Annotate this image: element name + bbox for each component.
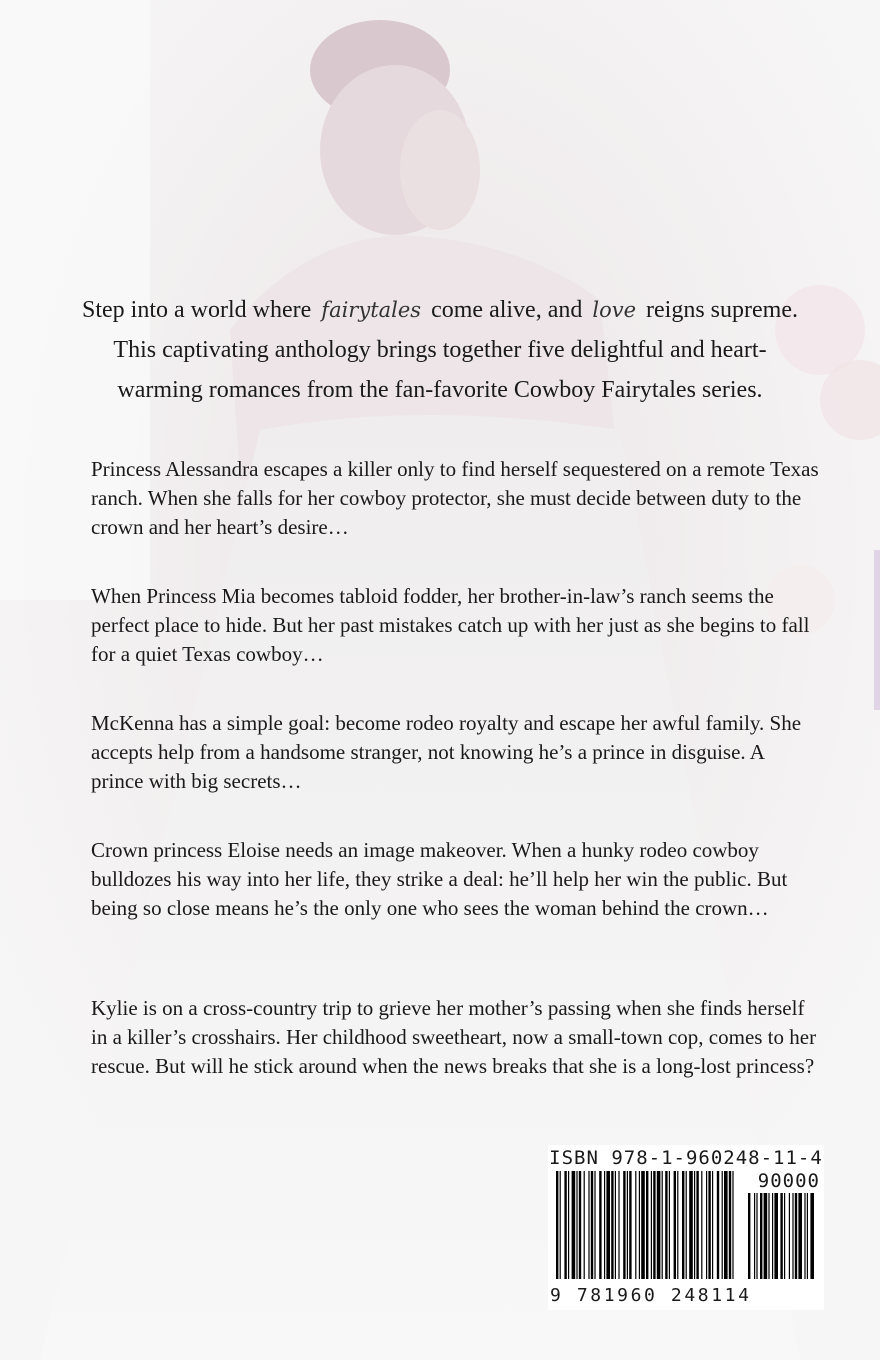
intro-paragraph (40, 290, 840, 410)
blurb-mckenna: McKenna has a simple goal: become rodeo royalty and escape her awful family. She accepts help from a handsome stranger, not knowing he’s a prince in disguise. A prince with big secrets… (91, 711, 802, 793)
blurb-alessandra: Princess Alessandra escapes a killer only to find herself sequestered on a remote Texas ranch. When she falls for her cowboy protector, she must decide between duty to the crown and her heart’s desire… (91, 457, 819, 539)
intro-line-3: warming romances from the fan-favorite Cowboy Fairytales series. (117, 377, 763, 403)
blurb-kylie: Kylie is on a cross-country trip to grieve her mother’s passing when she finds herself in a killer’s crosshairs. Her childhood sweetheart, now a small-town cop, comes to her rescue. But will he stick around when the news breaks that she is a long-lost princess? (91, 996, 817, 1078)
script-word-love: love (592, 298, 637, 322)
blurb-mia: When Princess Mia becomes tabloid fodder, her brother-in-law’s ranch seems the perfect place to hide. But her past mistakes catch up with her just as she begins to fall for a quiet Texas cowboy… (91, 584, 810, 666)
script-word-fairytales: fairytales (321, 298, 422, 322)
intro-line-1 (40, 290, 840, 330)
isbn-label: ISBN 978-1-960248-11-4 (549, 1147, 823, 1169)
blurb-eloise: Crown princess Eloise needs an image makeover. When a hunky rodeo cowboy bulldozes his way into her life, they strike a deal: he’ll help her win the public. But being so close means he’s the only one who sees the woman behind the crown… (91, 838, 788, 920)
barcode-digits: 9 781960 248114 (550, 1285, 752, 1306)
price-code: 90000 (757, 1170, 820, 1192)
intro-line-1-middle: come alive, and (431, 297, 583, 323)
intro-line-2: This captivating anthology brings together five delightful and heart- (113, 337, 767, 363)
barcode-bars (556, 1171, 816, 1283)
intro-line-1-end: reigns supreme. (646, 297, 798, 323)
isbn-barcode (548, 1145, 824, 1310)
intro-line-1-start: Step into a world where (82, 297, 312, 323)
